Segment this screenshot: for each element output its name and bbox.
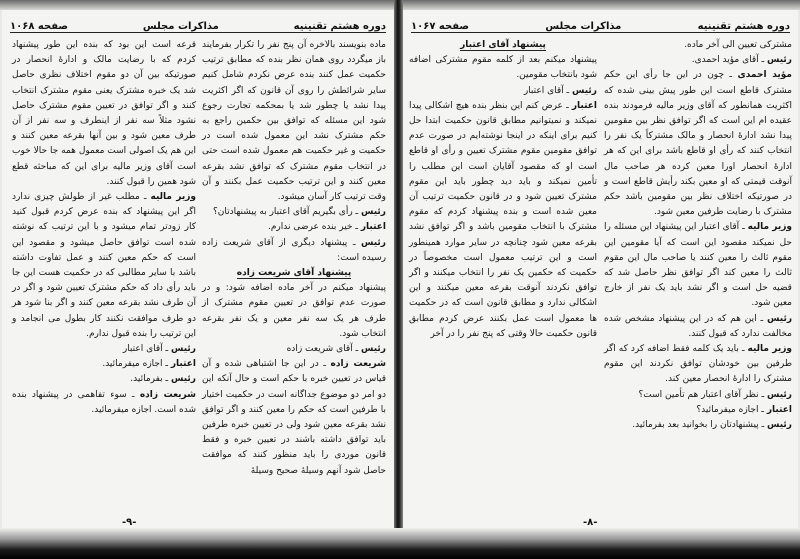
publication-title: مذاکرات مجلس <box>142 21 219 32</box>
speaker-name: اعتبار <box>766 404 792 415</box>
paragraph-text: عرض کنم این بنظر بنده هیچ اشکالی پیدا نمیکند و نمیتوانیم مطابق قانون حکمیت ابتدا حل کنیم برای اینکه در اینجا نوشته‌ایم در صورت عدم توافق مقومین مقوم مشترک تعیین و رأی او قاطع است او که مقصود آقایان است این مطلب را تأمین نمیکند و باید دید چطور باید این مقوم مشترک تعیین شود و در قانون حکمیت ترتیب آن معین شده است و بنده پیشنهاد کردم که مقوم مشترک با انتخاب مقومین باشد و اگر توافق نشد بقرعه معین شود چنانچه در سایر موارد همینطور است و این ترتیب معمول است مخصوصاً در حکمیت که حکمین یک نفر را انتخاب میکنند و اگر توافق نکردند آنوقت بقرعه معین میکنند و این اشکالی ندارد و مطابق قانون است که در حکمیت ها معمول است عمل بکنند عرض کردم مطابق قانون حکمیت حالا وقتی که پنج نفر را در آخر <box>409 100 597 339</box>
speech-paragraph <box>604 388 792 403</box>
paragraph-text: سوء تفاهمی در پیشنهاد بنده شده است. اجازه میفرمائید. <box>12 389 196 415</box>
speech-paragraph <box>604 418 792 433</box>
heading-text: پیشنهاد آقای شریعت زاده <box>236 268 352 279</box>
paragraph-text: ماده بنویسند بالاخره آن پنج نفر را تکرار بفرمایند باز میگردد روی همان نظر بنده که مطابق ترتیب حکمیت عمل کنند بنده عرض نکردم شامل کنیم سایر شرائطش را روی آن قانون که اگر اکثریت پیدا نشد یا چطور شد یا بمحکمه تجارت رجوع شود این مسئله که توافق بین حکمین راجع به حکم مشترک نشد این معمول شده است در حکمیت و غیر حکمیت هم معمول شده است حتی در انتخاب مقوم مشترک که توافق نشد بقرعه معین کنند و این ترتیب حکمیت عمل بکنند و آن وقت ترتیب کار آسان میشود. <box>202 40 386 203</box>
speaker-dash: ـ <box>352 207 362 218</box>
speech-paragraph <box>12 38 196 190</box>
text-column <box>604 38 792 433</box>
folio-number: -۹- <box>122 517 137 528</box>
speech-paragraph <box>202 220 386 235</box>
speaker-dash: ـ <box>563 85 573 96</box>
speech-paragraph <box>604 220 792 311</box>
speaker-name: اعتبار <box>360 222 386 233</box>
speech-paragraph <box>604 53 792 68</box>
speech-paragraph <box>409 99 597 342</box>
speaker-dash: ـ <box>756 313 768 324</box>
speaker-name: رئیس <box>767 55 792 66</box>
speaker-name: شریعت زاده <box>330 359 386 370</box>
page-header <box>10 14 386 33</box>
speaker-dash: ـ <box>352 222 361 233</box>
speaker-name: رئیس <box>767 389 792 400</box>
speaker-name: رئیس <box>171 344 196 355</box>
speech-paragraph <box>12 388 196 418</box>
page-number: صفحه ۱۰۶۸ <box>10 21 69 32</box>
left-page <box>2 10 394 530</box>
paragraph-text: در این جا اشتباهی شده و آن قیاس در تعیین خبره با حکم است و حال آنکه این دو امر دو موضوع جداگانه است در حکمیت اختیار با طرفین است که حکم را معین کنند و اگر توافق نشد بقرعه معین شود ولی در تعیین خبره طرفین باید توافق داشته باشند در تعیین خبره و فقط قانون موردی را باید منظور کنند که موافقت حاصل شود آنهم وسیلهٔ صحیح وسیلهٔ <box>202 359 386 476</box>
speaker-name: مؤید احمدی <box>737 70 793 81</box>
speaker-dash: ـ <box>162 359 171 370</box>
speech-paragraph <box>202 357 386 479</box>
speech-paragraph <box>202 342 386 357</box>
paragraph-text: آقای اعتبار این پیشنهاد این مسئله را حل نمیکند مقصود این است که آیا مقومین این مقوم ثالث را معین کنند یا صاحب مال این مقوم ثالث را معین کند اگر توافق نظر حاصل شد که قضیه حل است و اگر نشد باید یک نفر از خارج معین شود. <box>604 222 792 309</box>
speech-paragraph <box>409 84 597 99</box>
paragraph-text: این هم که در این پیشنهاد مشخص شده مخالفت ندارد که قبول کنند. <box>604 313 792 339</box>
speech-paragraph <box>202 236 386 266</box>
speaker-name: اعتبار <box>571 100 597 111</box>
paragraph-text: آقای شریعت زاده <box>286 344 353 355</box>
speech-paragraph <box>409 53 597 83</box>
paragraph-text: آقای مؤید احمدی. <box>691 55 759 66</box>
session-label: دوره هشتم تقنینیه <box>697 21 790 32</box>
speaker-name: رئیس <box>767 420 792 431</box>
speaker-dash: ـ <box>347 237 362 248</box>
page-header <box>411 14 790 33</box>
section-heading <box>409 38 597 53</box>
speaker-name: وزیر مالیه <box>150 192 196 203</box>
paragraph-text: اجازه میفرمائید؟ <box>696 404 759 415</box>
speech-paragraph <box>202 205 386 220</box>
speech-paragraph <box>604 342 792 388</box>
speech-paragraph <box>202 281 386 342</box>
speaker-dash: ـ <box>162 344 172 355</box>
speech-paragraph <box>12 342 196 357</box>
speaker-name: وزیر مالیه <box>747 222 792 233</box>
book-spine <box>394 0 403 559</box>
speaker-name: رئیس <box>361 237 386 248</box>
speaker-dash: ـ <box>724 70 738 81</box>
folio-number: -۸- <box>583 517 598 528</box>
speech-paragraph <box>604 68 792 220</box>
right-page <box>403 10 798 530</box>
paragraph-text: نظر آقای اعتبار هم تأمین است؟ <box>638 389 759 400</box>
text-column <box>202 38 386 479</box>
paragraph-text: باید یک کلمه فقط اضافه کرد که اگر طرفین بین خودشان توافق نکردند این مقوم مشترک را ادارهٔ انحصار معین کند. <box>604 344 792 385</box>
scan-edge-bottom <box>0 528 800 559</box>
speech-paragraph <box>12 372 196 387</box>
speaker-dash: ـ <box>126 389 140 400</box>
paragraph-text: پیشنهاد میکنم در آخر ماده اضافه شود: و در صورت عدم توافق در تعیین مقوم مشترک از طرف هر یک سه نفر معین و یک نفر بقرعه انتخاب شود. <box>202 283 386 339</box>
speaker-name: رئیس <box>171 374 196 385</box>
session-label: دوره هشتم تقنینیه <box>293 21 386 32</box>
speaker-name: رئیس <box>361 207 386 218</box>
speaker-name: رئیس <box>572 85 597 96</box>
paragraph-text: مطلب غیر از طولش چیزی ندارد اگر این پیشنهاد که بنده عرض کردم قبول کنید کار زودتر تمام میشود و با این ترتیب که نوشته شده است توافق حاصل میشود و مقصود این است که حکم معین کنند و عمل تفاوت داشته باشد با سایر مطالبی که در حکمیت هست این جا باید رأی داد که حکم مشترک تعیین شود و اگر در آن طرف نشد بقرعه معین کنند و اگر بنا شود هر دو طرف موافقت نکنند کار بطول می انجامد و این ترتیب را بنده قبول ندارم. <box>12 192 196 339</box>
section-heading <box>202 266 386 281</box>
speech-paragraph <box>12 357 196 372</box>
speech-paragraph <box>604 403 792 418</box>
speaker-dash: ـ <box>562 100 572 111</box>
speech-paragraph <box>202 38 386 205</box>
speaker-dash: ـ <box>758 420 768 431</box>
speaker-dash: ـ <box>758 404 767 415</box>
speaker-dash: ـ <box>352 344 362 355</box>
paragraph-text: پیشنهاد دیگری از آقای شریعت زاده رسیده است: <box>202 237 386 263</box>
heading-text: پیشنهاد آقای اعتبار <box>460 40 546 50</box>
speaker-dash: ـ <box>318 359 331 370</box>
speaker-dash: ـ <box>739 222 748 233</box>
speaker-name: رئیس <box>767 313 793 324</box>
speaker-dash: ـ <box>738 344 748 355</box>
paragraph-text: پیشنهادتان را بخوانید بعد بفرمائید. <box>632 420 759 431</box>
paragraph-text: اجازه میفرمائید. <box>102 359 163 370</box>
speaker-dash: ـ <box>758 389 768 400</box>
publication-title: مذاکرات مجلس <box>545 21 622 32</box>
speaker-dash: ـ <box>162 374 172 385</box>
speaker-name: اعتبار <box>170 359 196 370</box>
paragraph-text: قرعه است این بود که بنده این طور پیشنهاد کردم که با رضایت مالک و ادارهٔ انحصار در صورتیکه بین آن دو مقوم اختلاف نظری حاصل شد یک خبره مشترک یعنی مقوم مشترک انتخاب کنند و اگر توافق در تعیین مقوم مشترک حاصل نشود مثلاً سه نفر از اینطرف و سه نفر از آن طرف معین شود و بین آنها بقرعه معین کنند و این هم یک اصولی است معمول همه جا حالا خوب است آقای وزیر مالیه برای این که مباحثه قطع شود همین را قبول کنند. <box>12 40 196 187</box>
text-column <box>409 38 597 342</box>
speaker-dash: ـ <box>139 192 151 203</box>
page-number: صفحه ۱۰۶۷ <box>411 21 470 32</box>
text-column <box>12 38 196 418</box>
speaker-name: شریعت زاده <box>139 389 197 400</box>
speaker-dash: ـ <box>758 55 768 66</box>
paragraph-text: پیشنهاد میکنم بعد از کلمه مقوم مشترکی اضافه شود بانتخاب مقومین. <box>409 55 597 81</box>
speaker-name: وزیر مالیه <box>747 344 792 355</box>
paragraph-text: آقای اعتبار <box>122 344 163 355</box>
paragraph-text: چون در این جا رأی این حکم مشترک قاطع است این طور پیش بینی شده که اکثریت همانطور که آقای وزیر مالیه فرمودند بنده عقیده ام این است که اگر توافق نظر بین مقومین پیدا نشد ادارهٔ انحصار و مالک مشترکاً یک نفر را انتخاب کنند که رأی او قاطع باشد برای این که هر ادارهٔ انحصار اورا معین کرده هر صاحب مال آنوقت قیمتی که او معین بکند رأیش قاطع است و در صورتیکه اختلاف نظر بین مقومین باشد حکم مشترک با رضایت طرفین معین شود. <box>604 70 792 218</box>
paragraph-text: مشترکی تعیین الی آخر ماده. <box>684 40 792 50</box>
paragraph-text: بفرمائید. <box>130 374 163 385</box>
speech-paragraph <box>604 38 792 53</box>
speaker-name: رئیس <box>361 344 386 355</box>
paragraph-text: رأی بگیریم آقای اعتبار به پیشنهادتان؟ <box>213 207 353 218</box>
speech-paragraph <box>12 190 196 342</box>
speech-paragraph <box>604 312 792 342</box>
paragraph-text: خیر بنده عرضی ندارم. <box>268 222 353 233</box>
paragraph-text: آقای اعتبار <box>523 85 564 96</box>
